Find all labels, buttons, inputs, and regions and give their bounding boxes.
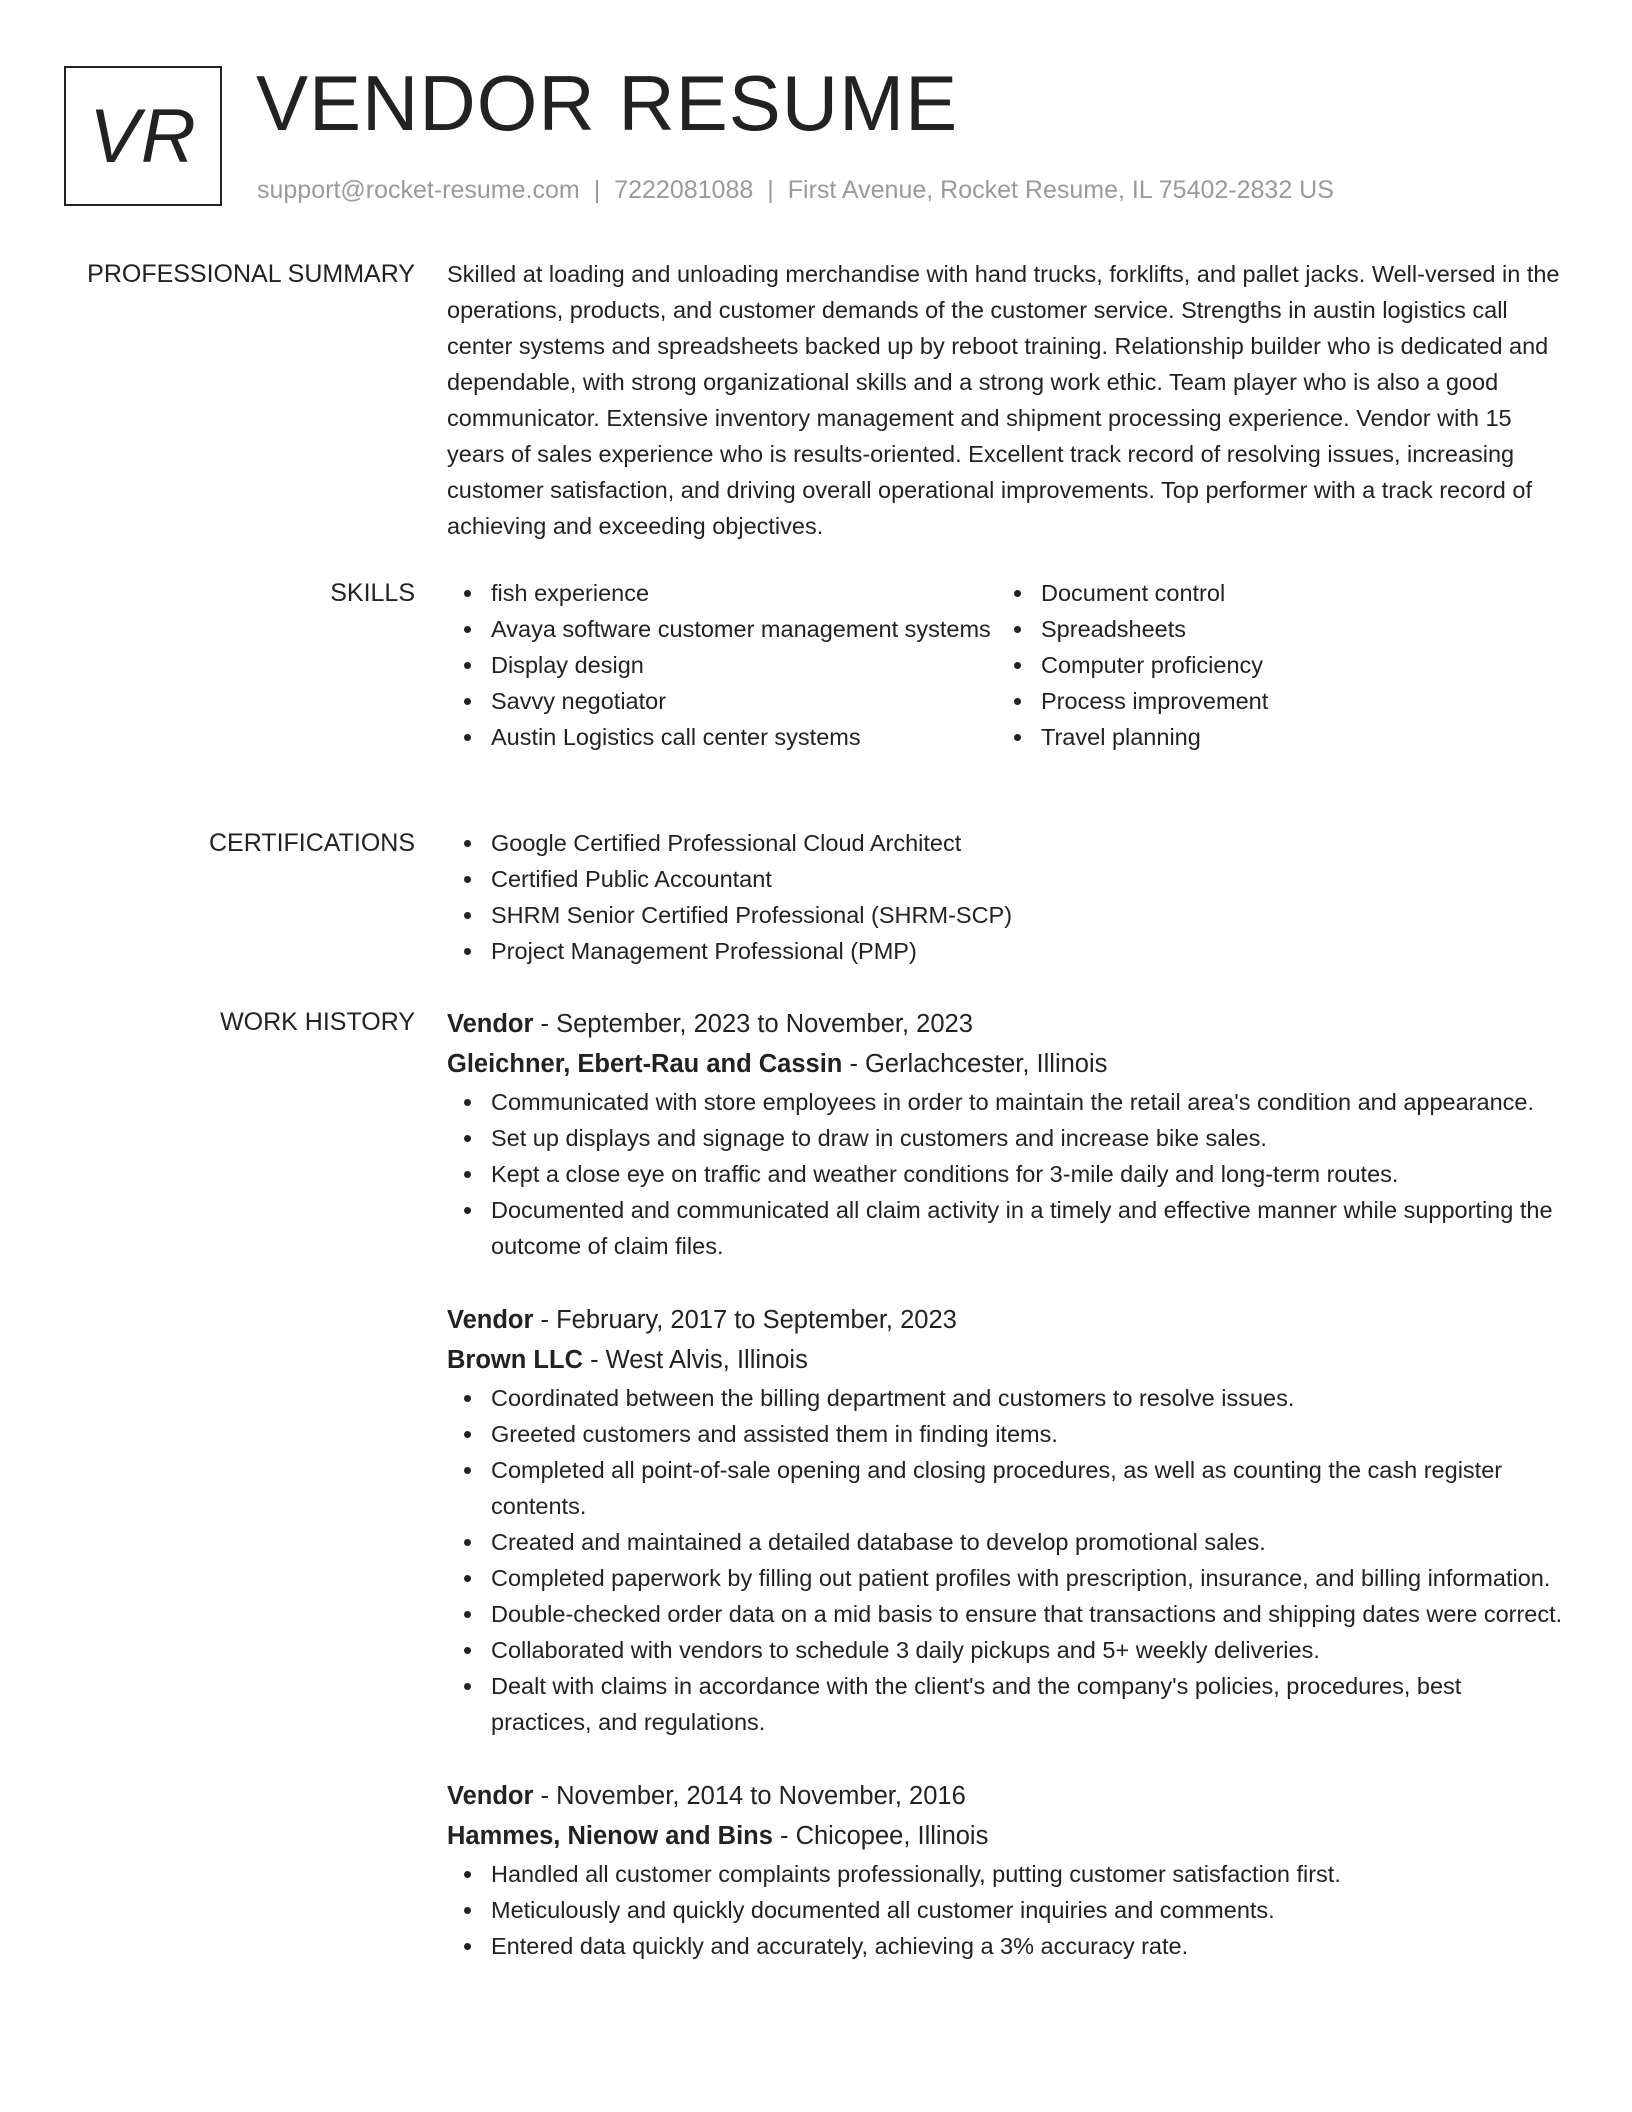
- job-bullet: Greeted customers and assisted them in finding items.: [447, 1416, 1565, 1452]
- certification-item: Google Certified Professional Cloud Architect: [447, 825, 1565, 861]
- skill-item: fish experience: [447, 575, 997, 611]
- job-bullet: Handled all customer complaints professionally, putting customer satisfaction first.: [447, 1856, 1565, 1892]
- job-dates: - September, 2023 to November, 2023: [533, 1010, 973, 1038]
- job-bullet: Dealt with claims in accordance with the client's and the company's policies, procedures, best practices, and regulations.: [447, 1668, 1565, 1740]
- job-entry: [447, 1300, 1565, 1740]
- section-title-summary: PROFESSIONAL SUMMARY: [87, 260, 415, 288]
- contact-email: support@rocket-resume.com: [257, 176, 580, 204]
- contact-separator: |: [767, 176, 774, 204]
- certification-item: SHRM Senior Certified Professional (SHRM-SCP): [447, 897, 1565, 933]
- job-entry: [447, 1004, 1565, 1264]
- job-bullet: Double-checked order data on a mid basis to ensure that transactions and shipping dates were correct.: [447, 1596, 1565, 1632]
- job-bullets: [447, 1084, 1565, 1264]
- skills-body: [447, 575, 1565, 755]
- job-company: Hammes, Nienow and Bins: [447, 1822, 773, 1850]
- job-bullet: Completed all point-of-sale opening and closing procedures, as well as counting the cash register contents.: [447, 1452, 1565, 1524]
- job-bullets: [447, 1856, 1565, 1964]
- job-bullet: Entered data quickly and accurately, achieving a 3% accuracy rate.: [447, 1928, 1565, 1964]
- section-title-work: WORK HISTORY: [220, 1008, 415, 1036]
- job-company-line: [447, 1816, 1565, 1856]
- job-bullets: [447, 1380, 1565, 1740]
- job-company-line: [447, 1044, 1565, 1084]
- skill-item: Austin Logistics call center systems: [447, 719, 997, 755]
- contact-phone: 7222081088: [614, 176, 754, 204]
- job-role: Vendor: [447, 1306, 534, 1334]
- contact-line: [257, 174, 1334, 206]
- job-location: - Gerlachcester, Illinois: [842, 1050, 1108, 1078]
- certifications-body: [447, 825, 1565, 969]
- job-dates: - November, 2014 to November, 2016: [533, 1782, 966, 1810]
- job-dates: - February, 2017 to September, 2023: [533, 1306, 957, 1334]
- work-body: [447, 1004, 1565, 1964]
- job-title-line: [447, 1300, 1565, 1340]
- skills-list-col2: [997, 575, 1547, 755]
- monogram-logo: VR: [64, 66, 222, 206]
- contact-address: First Avenue, Rocket Resume, IL 75402-2832 US: [787, 176, 1334, 204]
- job-entry: [447, 1776, 1565, 1964]
- skill-item: Display design: [447, 647, 997, 683]
- certification-item: Project Management Professional (PMP): [447, 933, 1565, 969]
- job-role: Vendor: [447, 1010, 534, 1038]
- job-bullet: Set up displays and signage to draw in customers and increase bike sales.: [447, 1120, 1565, 1156]
- section-title-skills: SKILLS: [330, 579, 415, 607]
- job-bullet: Created and maintained a detailed database to develop promotional sales.: [447, 1524, 1565, 1560]
- skill-item: Document control: [997, 575, 1547, 611]
- job-bullet: Meticulously and quickly documented all customer inquiries and comments.: [447, 1892, 1565, 1928]
- skill-item: Avaya software customer management systems: [447, 611, 997, 647]
- job-title-line: [447, 1776, 1565, 1816]
- skills-list-col1: [447, 575, 997, 755]
- skill-item: Savvy negotiator: [447, 683, 997, 719]
- resume-name: VENDOR RESUME: [256, 59, 959, 147]
- job-title-line: [447, 1004, 1565, 1044]
- certification-item: Certified Public Accountant: [447, 861, 1565, 897]
- summary-body: [447, 256, 1565, 544]
- skill-item: Computer proficiency: [997, 647, 1547, 683]
- section-title-certifications: CERTIFICATIONS: [208, 829, 415, 857]
- job-bullet: Documented and communicated all claim activity in a timely and effective manner while supporting the outcome of claim files.: [447, 1192, 1565, 1264]
- job-bullet: Kept a close eye on traffic and weather conditions for 3-mile daily and long-term routes.: [447, 1156, 1565, 1192]
- skill-item: Spreadsheets: [997, 611, 1547, 647]
- job-company: Gleichner, Ebert-Rau and Cassin: [447, 1050, 843, 1078]
- job-bullet: Coordinated between the billing department and customers to resolve issues.: [447, 1380, 1565, 1416]
- job-bullet: Completed paperwork by filling out patient profiles with prescription, insurance, and billing information.: [447, 1560, 1565, 1596]
- certifications-list: [447, 825, 1565, 969]
- job-company-line: [447, 1340, 1565, 1380]
- skill-item: Travel planning: [997, 719, 1547, 755]
- job-role: Vendor: [447, 1782, 534, 1810]
- job-location: - West Alvis, Illinois: [582, 1346, 808, 1374]
- summary-text: Skilled at loading and unloading merchandise with hand trucks, forklifts, and pallet jacks. Well-versed in the operations, products, and customer demands of the customer service. Strengths in austin logistics call center systems and spreadsheets backed up by reboot training. Relationship builder who is dedicated and dependable, with strong organizational skills and a strong work ethic. Team player who is also a good communicator. Extensive inventory management and shipment processing experience. Vendor with 15 years of sales experience who is results-oriented. Excellent track record of resolving issues, increasing customer satisfaction, and driving overall operational improvements. Top performer with a track record of achieving and exceeding objectives.: [447, 261, 1560, 539]
- job-company: Brown LLC: [447, 1346, 583, 1374]
- skill-item: Process improvement: [997, 683, 1547, 719]
- contact-separator: |: [593, 176, 601, 204]
- job-location: - Chicopee, Illinois: [772, 1822, 989, 1850]
- job-bullet: Communicated with store employees in order to maintain the retail area's condition and appearance.: [447, 1084, 1565, 1120]
- job-bullet: Collaborated with vendors to schedule 3 daily pickups and 5+ weekly deliveries.: [447, 1632, 1565, 1668]
